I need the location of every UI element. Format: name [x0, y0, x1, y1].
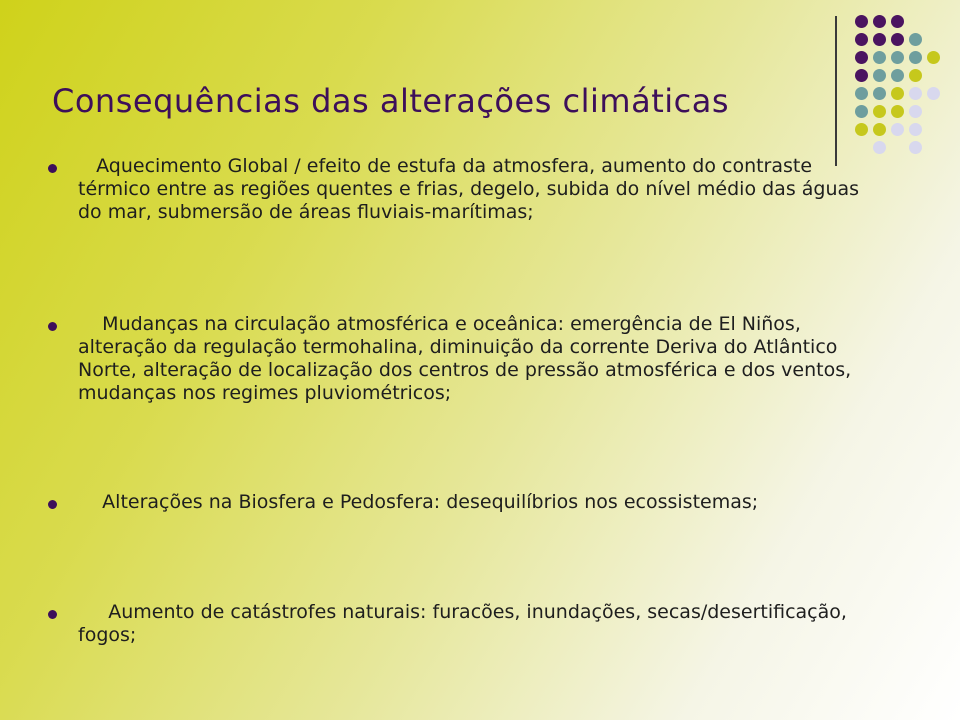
- bullet-marker: [48, 322, 57, 331]
- bullet-marker: [48, 500, 57, 509]
- bullet-item: [48, 601, 878, 647]
- bullet-text: Mudanças na circulação atmosférica e oceânica: emergência de El Niños, alteração da regulação termohalina, diminuição da corrente Deriva do Atlântico Norte, alteração de localização dos centros de pressão atmosférica e dos ventos, mudanças nos regimes pluviométricos;: [78, 313, 858, 404]
- slide-title: Consequências das alterações climáticas: [52, 82, 729, 120]
- bullet-text: Aquecimento Global / efeito de estufa da atmosfera, aumento do contraste térmico entre as regiões quentes e frias, degelo, subida do nível médio das águas do mar, submersão de áreas fluviais-marítimas;: [78, 155, 866, 223]
- bullet-marker: [48, 610, 57, 619]
- bullet-text: Alterações na Biosfera e Pedosfera: desequilíbrios nos ecossistemas;: [78, 491, 759, 513]
- bullet-marker: [48, 164, 57, 173]
- bullet-item: [48, 491, 878, 514]
- bullet-item: [48, 313, 878, 405]
- bullet-text: Aumento de catástrofes naturais: furacões, inundações, secas/desertificação, fogos;: [78, 601, 853, 646]
- bullet-item: [48, 155, 878, 224]
